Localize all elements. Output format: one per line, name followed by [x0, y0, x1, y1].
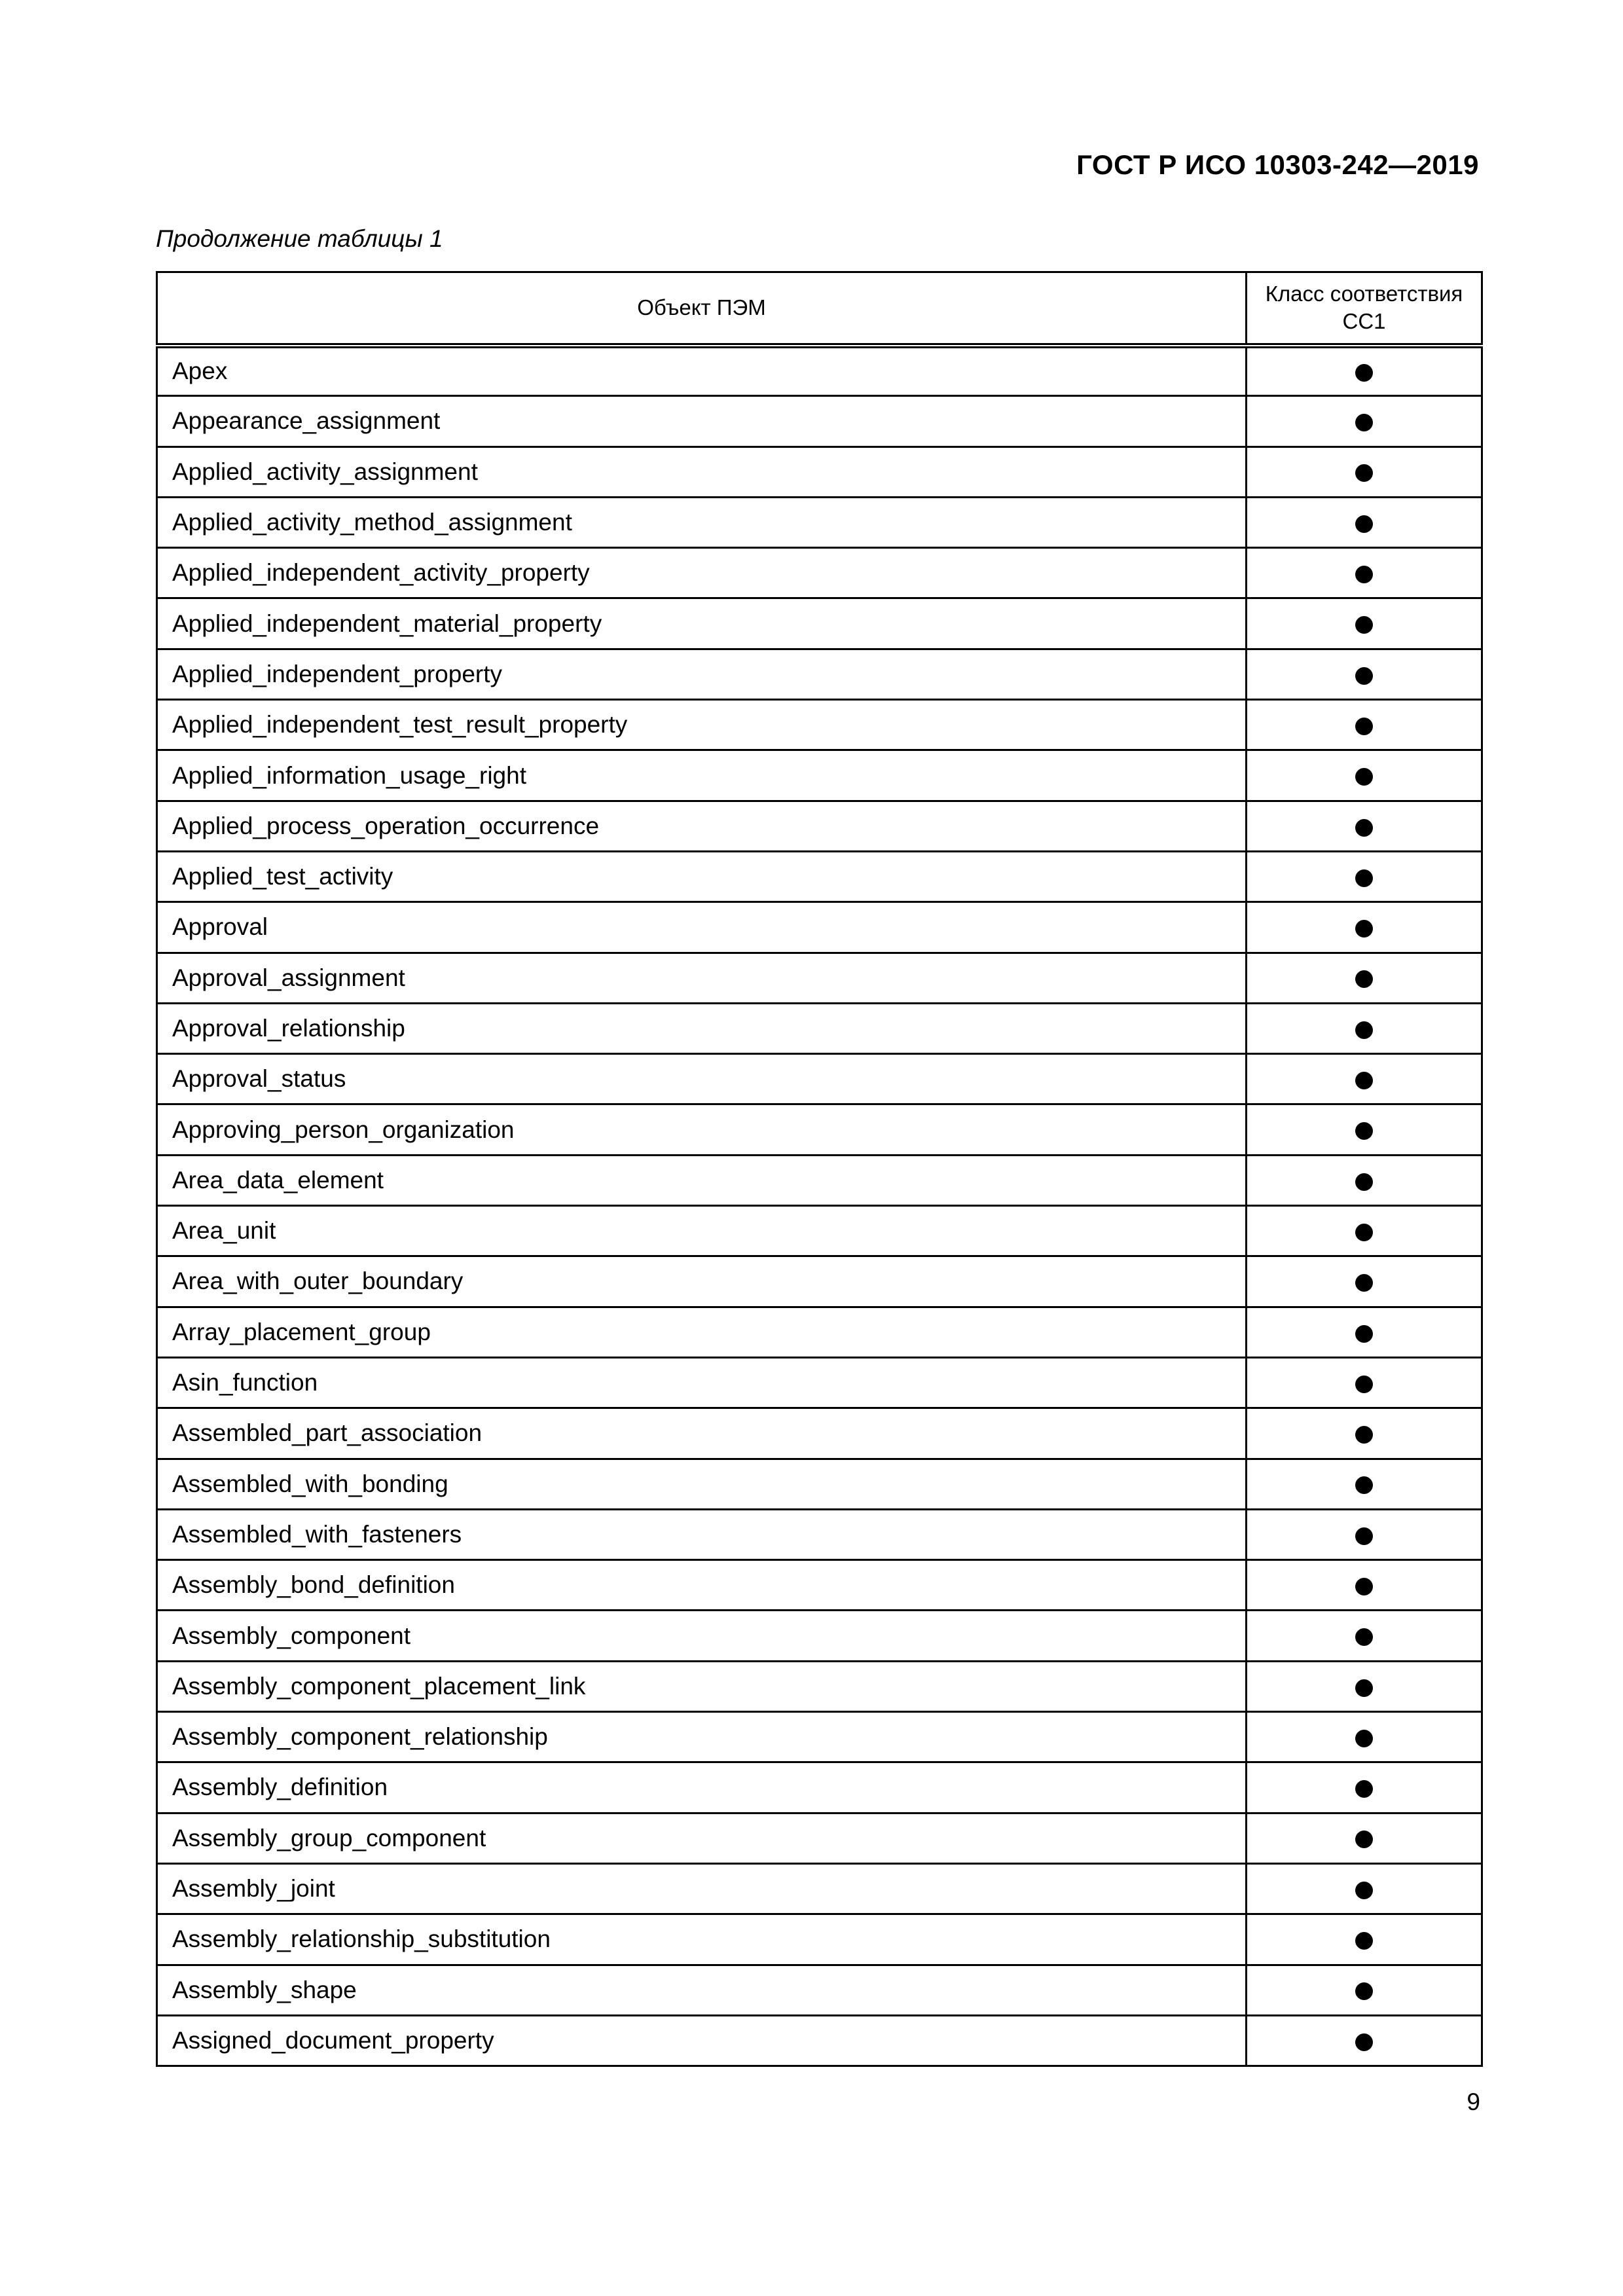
cc1-cell	[1247, 700, 1482, 750]
object-name-cell: Applied_activity_method_assignment	[157, 497, 1247, 547]
table-row	[157, 649, 1482, 699]
table-row	[157, 1661, 1482, 1711]
object-name-cell: Assembly_component_placement_link	[157, 1661, 1247, 1711]
object-name-cell: Applied_independent_property	[157, 649, 1247, 699]
object-name-cell: Area_data_element	[157, 1155, 1247, 1205]
cc1-cell	[1247, 2015, 1482, 2066]
object-name-cell: Assembled_with_fasteners	[157, 1509, 1247, 1559]
cc1-cell	[1247, 1813, 1482, 1863]
filled-circle-icon	[1355, 616, 1373, 634]
column-header-class-line2: CC1	[1342, 309, 1386, 334]
table-caption: Продолжение таблицы 1	[156, 225, 443, 252]
filled-circle-icon	[1355, 566, 1373, 583]
filled-circle-icon	[1355, 464, 1373, 482]
object-name-cell: Assembly_relationship_substitution	[157, 1914, 1247, 1965]
filled-circle-icon	[1355, 1730, 1373, 1747]
cc1-cell	[1247, 1965, 1482, 2015]
object-name-cell: Approval_relationship	[157, 1003, 1247, 1053]
table-row	[157, 1762, 1482, 1813]
cc1-cell	[1247, 1307, 1482, 1357]
object-name-cell: Appearance_assignment	[157, 396, 1247, 446]
filled-circle-icon	[1355, 1831, 1373, 1848]
table-row	[157, 1712, 1482, 1762]
cc1-cell	[1247, 346, 1482, 396]
filled-circle-icon	[1355, 1021, 1373, 1039]
object-name-cell: Assembly_definition	[157, 1762, 1247, 1813]
filled-circle-icon	[1355, 1426, 1373, 1444]
object-name-cell: Applied_independent_activity_property	[157, 548, 1247, 598]
object-name-cell: Assembly_component	[157, 1611, 1247, 1661]
filled-circle-icon	[1355, 1376, 1373, 1393]
cc1-cell	[1247, 1914, 1482, 1965]
filled-circle-icon	[1355, 768, 1373, 786]
filled-circle-icon	[1355, 1173, 1373, 1191]
cc1-cell	[1247, 1712, 1482, 1762]
object-name-cell: Assembly_shape	[157, 1965, 1247, 2015]
object-name-cell: Array_placement_group	[157, 1307, 1247, 1357]
cc1-cell	[1247, 598, 1482, 649]
table-row	[157, 1307, 1482, 1357]
filled-circle-icon	[1355, 1628, 1373, 1646]
table-row	[157, 2015, 1482, 2066]
object-name-cell: Approving_person_organization	[157, 1104, 1247, 1155]
cc1-cell	[1247, 497, 1482, 547]
table-row	[157, 446, 1482, 497]
table-row	[157, 1965, 1482, 2015]
cc1-cell	[1247, 1357, 1482, 1408]
object-name-cell: Assigned_document_property	[157, 2015, 1247, 2066]
cc1-cell	[1247, 396, 1482, 446]
cc1-cell	[1247, 953, 1482, 1003]
object-name-cell: Applied_independent_test_result_property	[157, 700, 1247, 750]
table-row	[157, 1054, 1482, 1104]
filled-circle-icon	[1355, 718, 1373, 735]
cc1-cell	[1247, 1762, 1482, 1813]
cc1-cell	[1247, 902, 1482, 953]
table-row	[157, 700, 1482, 750]
object-name-cell: Approval_assignment	[157, 953, 1247, 1003]
object-name-cell: Assembly_joint	[157, 1863, 1247, 1914]
table-row	[157, 1256, 1482, 1307]
filled-circle-icon	[1355, 1122, 1373, 1140]
table-row	[157, 396, 1482, 446]
object-name-cell: Applied_test_activity	[157, 851, 1247, 902]
filled-circle-icon	[1355, 1527, 1373, 1545]
filled-circle-icon	[1355, 1882, 1373, 1899]
table-header-row	[157, 272, 1482, 346]
cc1-cell	[1247, 1104, 1482, 1155]
object-name-cell: Asin_function	[157, 1357, 1247, 1408]
column-header-object-label: Объект ПЭМ	[637, 295, 766, 320]
conformance-table	[156, 271, 1483, 2067]
cc1-cell	[1247, 548, 1482, 598]
table-row	[157, 851, 1482, 902]
table-row	[157, 598, 1482, 649]
filled-circle-icon	[1355, 819, 1373, 837]
cc1-cell	[1247, 1054, 1482, 1104]
table-row	[157, 1914, 1482, 1965]
filled-circle-icon	[1355, 1325, 1373, 1343]
cc1-cell	[1247, 1408, 1482, 1459]
cc1-cell	[1247, 801, 1482, 851]
table-row	[157, 953, 1482, 1003]
object-name-cell: Applied_activity_assignment	[157, 446, 1247, 497]
object-name-cell: Assembly_bond_definition	[157, 1560, 1247, 1611]
table-row	[157, 750, 1482, 801]
table-row	[157, 1408, 1482, 1459]
column-header-object	[157, 272, 1247, 346]
cc1-cell	[1247, 851, 1482, 902]
column-header-class	[1247, 272, 1482, 346]
filled-circle-icon	[1355, 1578, 1373, 1595]
cc1-cell	[1247, 1206, 1482, 1256]
table-row	[157, 1611, 1482, 1661]
filled-circle-icon	[1355, 1932, 1373, 1950]
table-row	[157, 1003, 1482, 1053]
table-row	[157, 1155, 1482, 1205]
filled-circle-icon	[1355, 920, 1373, 938]
filled-circle-icon	[1355, 1072, 1373, 1089]
cc1-cell	[1247, 446, 1482, 497]
cc1-cell	[1247, 1661, 1482, 1711]
document-code: ГОСТ Р ИСО 10303-242—2019	[1076, 149, 1479, 180]
table-row	[157, 1459, 1482, 1509]
object-name-cell: Applied_information_usage_right	[157, 750, 1247, 801]
cc1-cell	[1247, 1459, 1482, 1509]
table-row	[157, 1863, 1482, 1914]
filled-circle-icon	[1355, 667, 1373, 685]
table-row	[157, 1104, 1482, 1155]
conformance-table-container	[156, 271, 1481, 2067]
cc1-cell	[1247, 1509, 1482, 1559]
page-number: 9	[1467, 2088, 1480, 2115]
table-row	[157, 548, 1482, 598]
filled-circle-icon	[1355, 1679, 1373, 1697]
table-row	[157, 1813, 1482, 1863]
object-name-cell: Applied_process_operation_occurrence	[157, 801, 1247, 851]
table-row	[157, 1206, 1482, 1256]
cc1-cell	[1247, 1003, 1482, 1053]
object-name-cell: Assembly_component_relationship	[157, 1712, 1247, 1762]
table-body	[157, 346, 1482, 2066]
cc1-cell	[1247, 1611, 1482, 1661]
column-header-class-line1: Класс соответствия	[1265, 282, 1463, 306]
table-row	[157, 497, 1482, 547]
table-row	[157, 346, 1482, 396]
table-row	[157, 801, 1482, 851]
filled-circle-icon	[1355, 970, 1373, 988]
cc1-cell	[1247, 1256, 1482, 1307]
filled-circle-icon	[1355, 515, 1373, 533]
filled-circle-icon	[1355, 364, 1373, 382]
object-name-cell: Approval	[157, 902, 1247, 953]
filled-circle-icon	[1355, 1982, 1373, 2000]
object-name-cell: Assembled_with_bonding	[157, 1459, 1247, 1509]
table-row	[157, 902, 1482, 953]
filled-circle-icon	[1355, 1780, 1373, 1798]
table-row	[157, 1357, 1482, 1408]
cc1-cell	[1247, 1863, 1482, 1914]
object-name-cell: Area_unit	[157, 1206, 1247, 1256]
object-name-cell: Assembly_group_component	[157, 1813, 1247, 1863]
cc1-cell	[1247, 1155, 1482, 1205]
cc1-cell	[1247, 1560, 1482, 1611]
cc1-cell	[1247, 649, 1482, 699]
filled-circle-icon	[1355, 1476, 1373, 1494]
filled-circle-icon	[1355, 2033, 1373, 2051]
object-name-cell: Area_with_outer_boundary	[157, 1256, 1247, 1307]
object-name-cell: Apex	[157, 346, 1247, 396]
table-row	[157, 1509, 1482, 1559]
filled-circle-icon	[1355, 1224, 1373, 1241]
object-name-cell: Approval_status	[157, 1054, 1247, 1104]
filled-circle-icon	[1355, 414, 1373, 431]
filled-circle-icon	[1355, 869, 1373, 887]
table-row	[157, 1560, 1482, 1611]
cc1-cell	[1247, 750, 1482, 801]
filled-circle-icon	[1355, 1274, 1373, 1292]
object-name-cell: Assembled_part_association	[157, 1408, 1247, 1459]
object-name-cell: Applied_independent_material_property	[157, 598, 1247, 649]
